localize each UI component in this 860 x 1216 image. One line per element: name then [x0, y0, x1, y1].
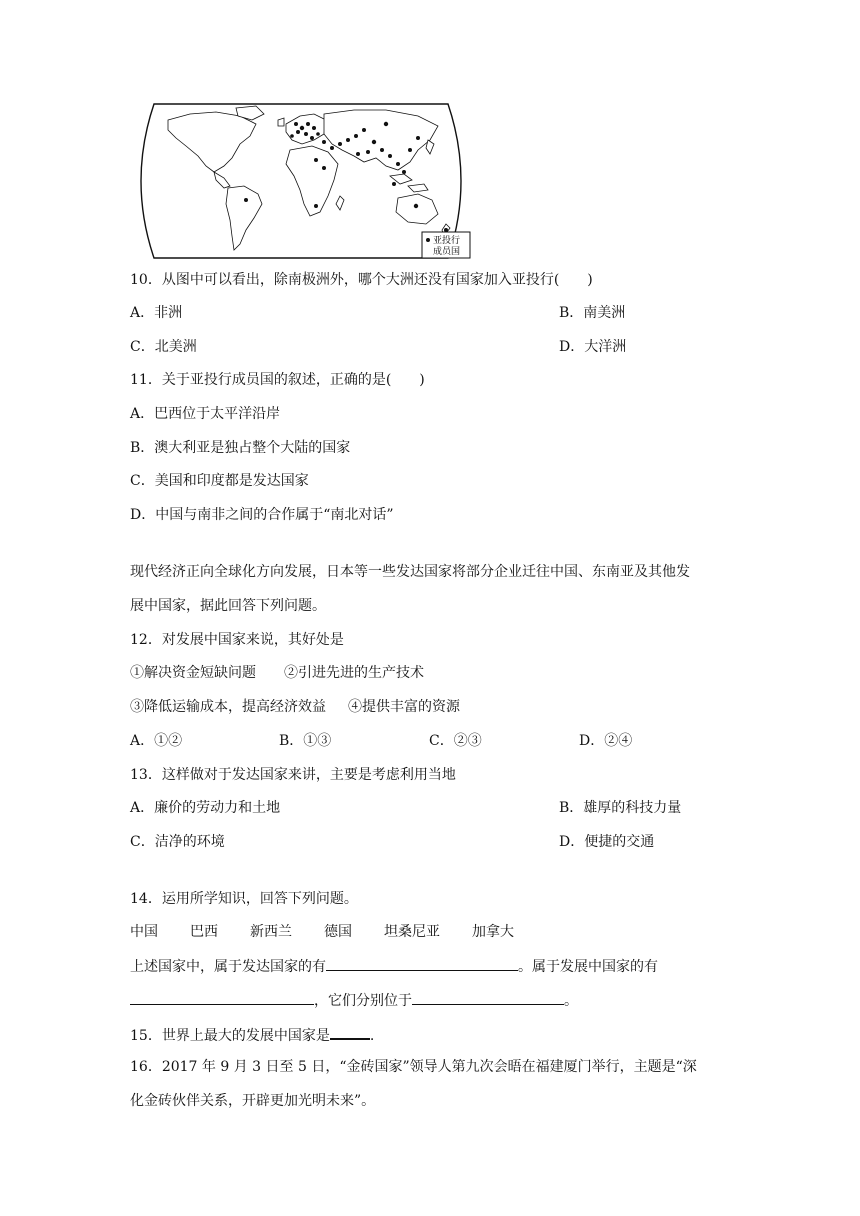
country-4: 德国 — [324, 924, 352, 940]
question-11-option-c: C．美国和印度都是发达国家 — [130, 473, 309, 489]
question-13-options-row-2 — [130, 832, 655, 852]
question-14-fill-line-2: ，它们分别位于 。 — [130, 990, 578, 1011]
question-15: 15．世界上最大的发展中国家是 . — [130, 1024, 374, 1046]
country-6: 加拿大 — [472, 924, 514, 940]
option-b: B．雄厚的科技力量 — [559, 800, 682, 816]
question-11-option-b: B．澳大利亚是独占整个大陆的国家 — [130, 440, 351, 456]
question-16-line-2: 化金砖伙伴关系，开辟更加光明未来”。 — [130, 1093, 376, 1109]
question-10-stem: 10．从图中可以看出，除南极洲外，哪个大洲还没有国家加入亚投行( ) — [130, 272, 593, 288]
option-c: C．洁净的环境 — [130, 834, 225, 850]
question-10-options-row-1 — [130, 303, 626, 323]
blank-locations[interactable] — [412, 990, 564, 1005]
question-10-options-row-2 — [130, 337, 627, 357]
option-b: B．南美洲 — [559, 305, 626, 321]
item-2: ②引进先进的生产技术 — [284, 665, 424, 681]
question-11-option-a: A．巴西位于太平洋沿岸 — [130, 406, 281, 422]
question-14-fill-line-1: 上述国家中，属于发达国家的有 。属于发展中国家的有 — [130, 956, 658, 977]
question-12-stem: 12．对发展中国家来说，其好处是 — [130, 632, 344, 648]
question-13-options-row-1 — [130, 798, 682, 818]
intro-paragraph-line-2: 展中国家，据此回答下列问题。 — [130, 598, 326, 614]
question-11-stem: 11．关于亚投行成员国的叙述，正确的是( ) — [130, 372, 425, 388]
intro-paragraph-line-1: 现代经济正向全球化方向发展，日本等一些发达国家将部分企业迁往中国、东南亚及其他发 — [130, 564, 690, 580]
item-4: ④提供丰富的资源 — [348, 699, 460, 715]
legend-label-line2: 成员国 — [433, 247, 461, 257]
country-1: 中国 — [130, 924, 158, 940]
item-1: ①解决资金短缺问题 — [130, 665, 256, 681]
option-a: A．非洲 — [130, 305, 183, 321]
question-14-stem: 14．运用所学知识，回答下列问题。 — [130, 891, 358, 907]
option-c: C．②③ — [429, 733, 482, 749]
legend-dot-icon — [426, 238, 430, 242]
option-c: C．北美洲 — [130, 339, 197, 355]
world-map-figure — [128, 100, 474, 262]
question-13-stem: 13．这样做对于发达国家来讲，主要是考虑利用当地 — [130, 767, 456, 783]
legend-label-line1: 亚投行 — [433, 236, 461, 246]
question-14-country-list — [130, 922, 514, 942]
map-legend — [422, 232, 470, 258]
item-3: ③降低运输成本，提高经济效益 — [130, 699, 326, 715]
question-12-items-row-2 — [130, 697, 460, 717]
option-d: D．便捷的交通 — [559, 834, 655, 850]
blank-developing-countries[interactable] — [130, 990, 314, 1005]
question-11-option-d: D．中国与南非之间的合作属于“南北对话” — [130, 507, 394, 523]
option-b: B．①③ — [279, 733, 332, 749]
option-d: D．大洋洲 — [559, 339, 627, 355]
question-16-line-1: 16．2017 年 9 月 3 日至 5 日，“金砖国家”领导人第九次会晤在福建厦门举行，主题是“深 — [130, 1059, 697, 1075]
blank-largest-developing-country[interactable] — [330, 1024, 370, 1040]
option-a: A．廉价的劳动力和土地 — [130, 800, 281, 816]
blank-developed-countries[interactable] — [326, 956, 518, 971]
question-12-items-row-1 — [130, 663, 424, 683]
option-a: A．①② — [130, 733, 183, 749]
country-5: 坦桑尼亚 — [384, 924, 440, 940]
country-3: 新西兰 — [250, 924, 292, 940]
country-2: 巴西 — [190, 924, 218, 940]
option-d: D．②④ — [579, 733, 633, 749]
